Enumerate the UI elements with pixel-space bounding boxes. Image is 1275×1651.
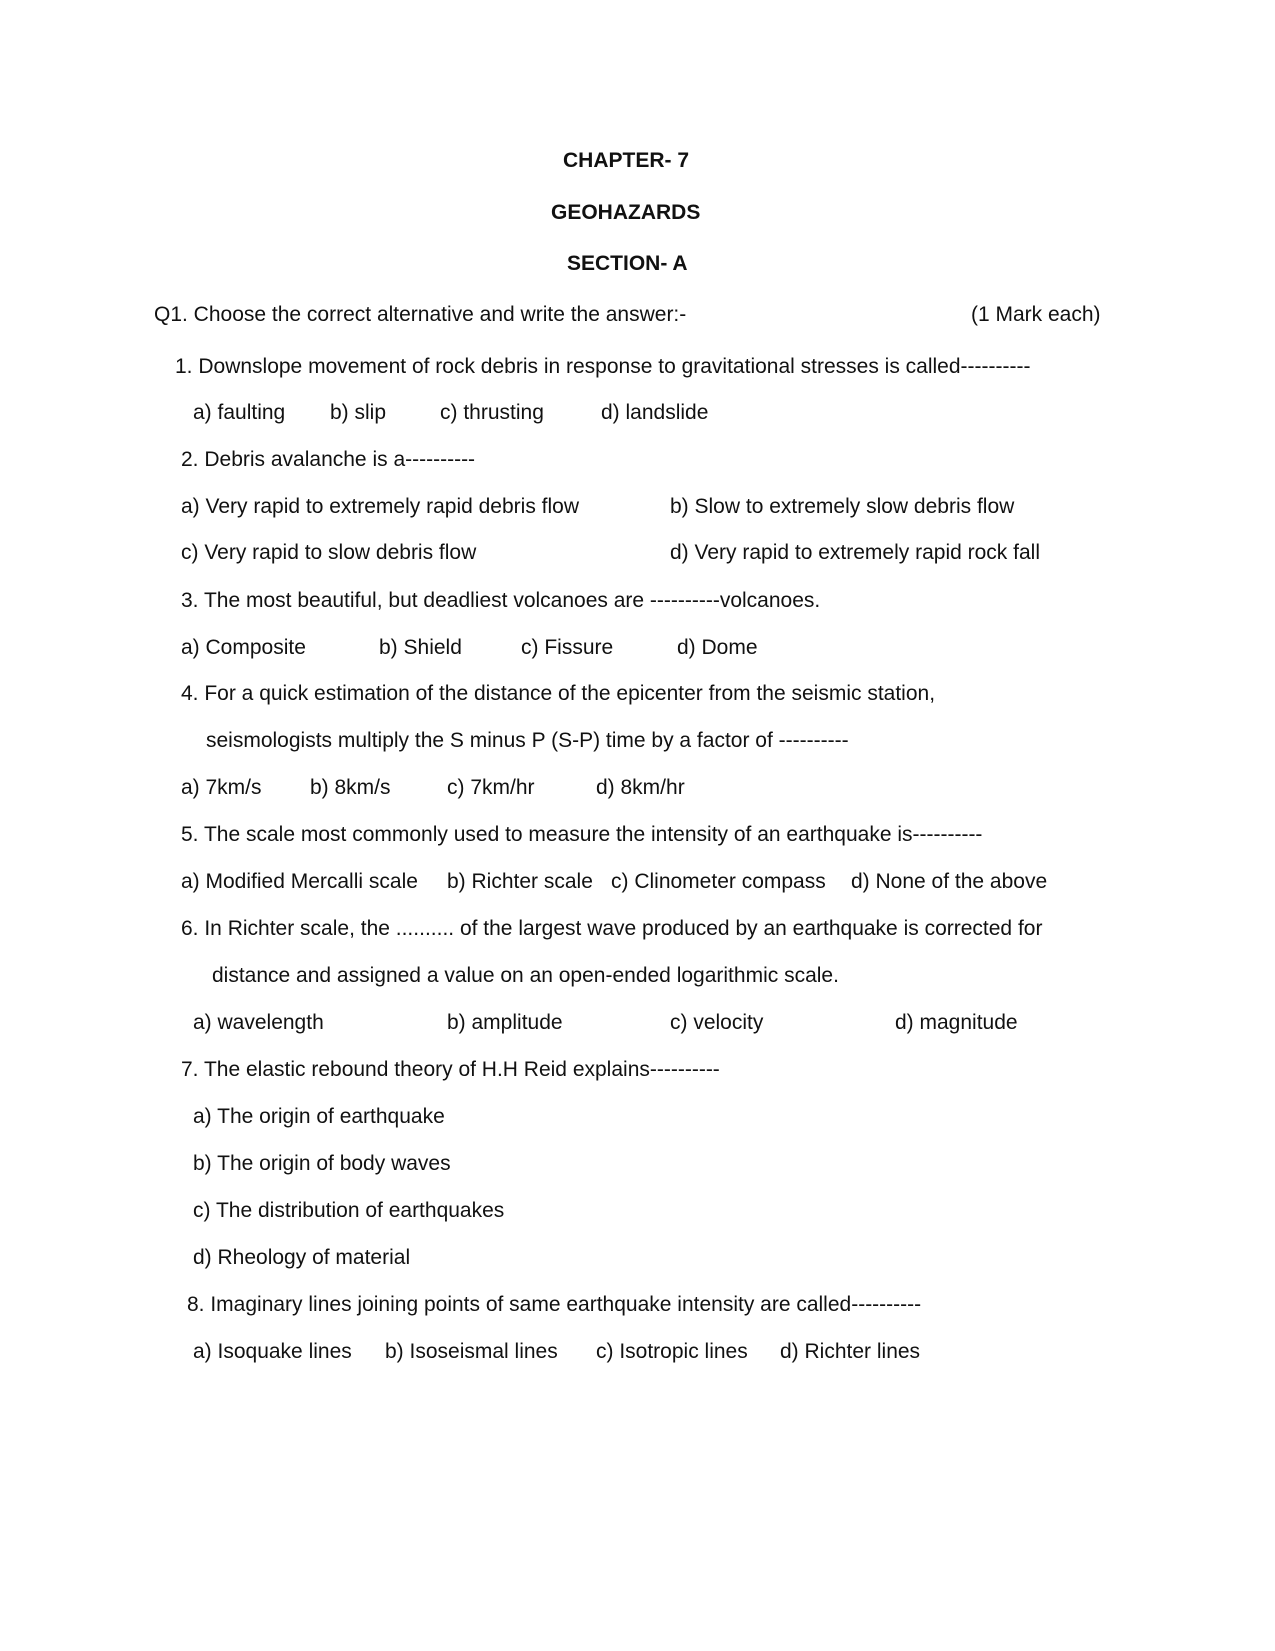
q5-option-b: b) Richter scale (447, 870, 593, 893)
chapter-heading: CHAPTER- 7 (563, 149, 690, 172)
question-7: 7. The elastic rebound theory of H.H Reid explains---------- (181, 1058, 720, 1081)
question-4-continued: seismologists multiply the S minus P (S-P) time by a factor of ---------- (206, 729, 849, 752)
q2-option-d: d) Very rapid to extremely rapid rock fall (670, 541, 1040, 564)
q7-option-a: a) The origin of earthquake (193, 1105, 445, 1128)
q3-option-d: d) Dome (677, 636, 758, 659)
q7-option-c: c) The distribution of earthquakes (193, 1199, 505, 1222)
question-8: 8. Imaginary lines joining points of same earthquake intensity are called---------- (187, 1293, 922, 1316)
q7-option-b: b) The origin of body waves (193, 1152, 451, 1175)
marks-note: (1 Mark each) (971, 303, 1101, 326)
q2-option-b: b) Slow to extremely slow debris flow (670, 495, 1015, 518)
q1-option-a: a) faulting (193, 401, 286, 424)
instruction-text: Q1. Choose the correct alternative and write the answer:- (154, 303, 687, 326)
question-6-continued: distance and assigned a value on an open-ended logarithmic scale. (212, 964, 839, 987)
q7-option-d: d) Rheology of material (193, 1246, 411, 1269)
page-title: GEOHAZARDS (551, 201, 701, 224)
q8-option-b: b) Isoseismal lines (385, 1340, 558, 1363)
q3-option-a: a) Composite (181, 636, 306, 659)
q6-option-d: d) magnitude (895, 1011, 1018, 1034)
q2-option-c: c) Very rapid to slow debris flow (181, 541, 477, 564)
question-6: 6. In Richter scale, the .......... of the largest wave produced by an earthquake is corrected for (181, 917, 1043, 940)
q8-option-a: a) Isoquake lines (193, 1340, 352, 1363)
question-4: 4. For a quick estimation of the distance of the epicenter from the seismic station, (181, 682, 936, 705)
q6-option-b: b) amplitude (447, 1011, 563, 1034)
q6-option-c: c) velocity (670, 1011, 764, 1034)
q4-option-b: b) 8km/s (310, 776, 391, 799)
q4-option-a: a) 7km/s (181, 776, 262, 799)
q5-option-c: c) Clinometer compass (611, 870, 826, 893)
q5-option-a: a) Modified Mercalli scale (181, 870, 418, 893)
q3-option-b: b) Shield (379, 636, 462, 659)
question-1: 1. Downslope movement of rock debris in response to gravitational stresses is called---------- (175, 355, 1031, 378)
q1-option-b: b) slip (330, 401, 387, 424)
q2-option-a: a) Very rapid to extremely rapid debris flow (181, 495, 580, 518)
q8-option-c: c) Isotropic lines (596, 1340, 748, 1363)
q8-option-d: d) Richter lines (780, 1340, 921, 1363)
section-heading: SECTION- A (567, 252, 688, 275)
q6-option-a: a) wavelength (193, 1011, 324, 1034)
question-5: 5. The scale most commonly used to measure the intensity of an earthquake is---------- (181, 823, 983, 846)
q4-option-d: d) 8km/hr (596, 776, 685, 799)
q4-option-c: c) 7km/hr (447, 776, 535, 799)
q1-option-c: c) thrusting (440, 401, 544, 424)
q5-option-d: d) None of the above (851, 870, 1048, 893)
question-3: 3. The most beautiful, but deadliest volcanoes are ----------volcanoes. (181, 589, 821, 612)
q1-option-d: d) landslide (601, 401, 709, 424)
q3-option-c: c) Fissure (521, 636, 614, 659)
question-2: 2. Debris avalanche is a---------- (181, 448, 476, 471)
